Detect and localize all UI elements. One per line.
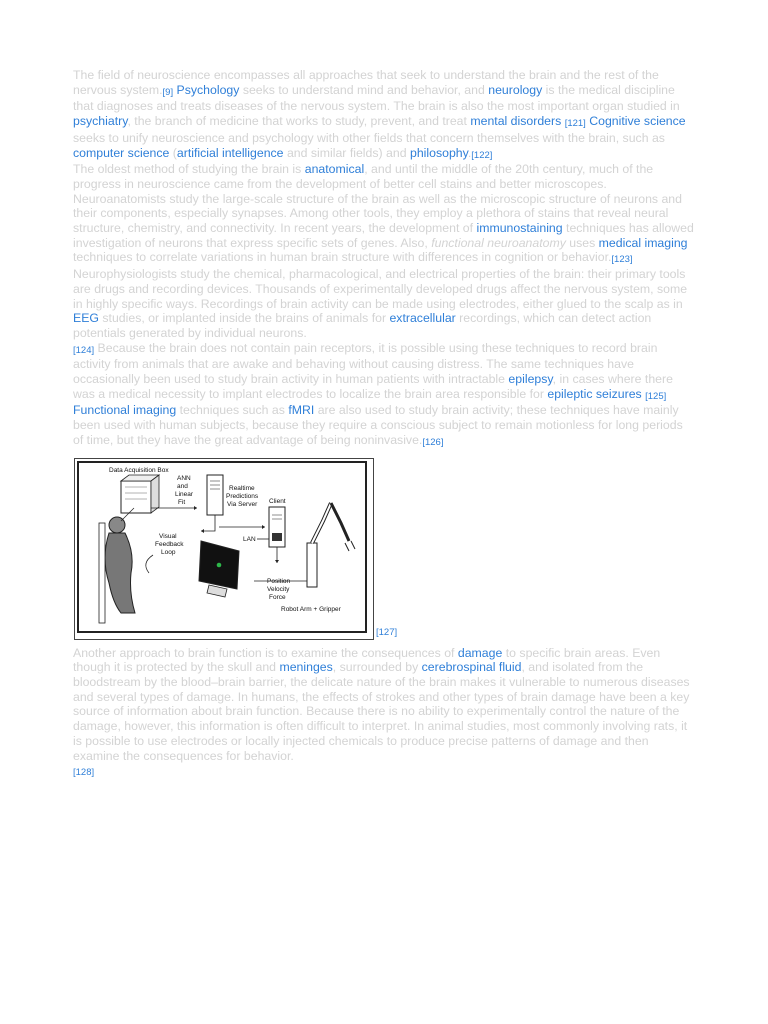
text: techniques such as [176, 403, 289, 418]
monitor [199, 541, 239, 597]
paragraph-damage [73, 646, 695, 780]
text: , and until the middle of the 20th century, much of the progress in neuroscience came from the development of better cell stains and better microscopes. Neuroanatomists study the large-scale structure of the brain as well as the microscopic structure of neurons and their components, especially synapses. Among other tools, they employ a plethora of stains that reveal neural structure, chemistry, and connectivity. In recent years, the development of [73, 162, 682, 236]
link-epileptic-seizures[interactable]: epileptic seizures [547, 386, 642, 401]
label-lan: LAN [243, 535, 256, 543]
text: , in cases where there was a medical necessity to implant electrodes to localize the brain area responsible for [73, 372, 673, 401]
text: The oldest method of studying the brain is [73, 162, 305, 177]
data-acquisition-box [121, 475, 159, 513]
link-meninges[interactable]: meninges [279, 660, 333, 675]
figure [73, 458, 695, 640]
text: are also used to study brain activity; these techniques have mainly been used with human subjects, because they require a conscious subject to remain motionless for long periods of time, but they have the great advantage of being noninvasive. [73, 403, 683, 447]
text: Neurophysiologists study the chemical, pharmacological, and electrical properties of the brain: their primary tools are drugs and recording devices. Thousands of experimentally developed drugs affect the nervous system, some in highly specific ways. Recordings of brain activity can be made using electrodes, either glued to the scalp as in [73, 267, 688, 311]
label-position: Position [267, 577, 291, 585]
text: techniques has allowed investigation of neurons that express specific sets of genes. Also, [73, 221, 694, 250]
text: uses [565, 235, 599, 250]
link-philosophy[interactable]: philosophy [409, 145, 468, 160]
link-mental-disorders[interactable]: mental disorders [470, 114, 562, 129]
link-functional-imaging[interactable]: Functional imaging [73, 403, 177, 418]
citation-122[interactable]: [122] [471, 149, 493, 161]
bci-diagram-svg [79, 463, 365, 631]
label-predictions: Predictions [226, 492, 259, 500]
link-psychiatry[interactable]: psychiatry [73, 114, 128, 129]
link-computer-science[interactable]: computer science [73, 145, 170, 160]
link-immunostaining[interactable]: immunostaining [476, 221, 563, 236]
label-velocity: Velocity [267, 585, 290, 593]
robot-arm [307, 503, 355, 587]
link-artificial-intelligence[interactable]: artificial intelligence [176, 145, 284, 160]
paragraph-anatomy [73, 162, 695, 267]
link-cognitive-science[interactable]: Cognitive science [589, 114, 686, 129]
link-damage[interactable]: damage [457, 645, 503, 660]
text: , surrounded by [332, 660, 422, 675]
subject-figure [99, 508, 135, 623]
server-computer [207, 475, 223, 515]
text: recordings, which can detect action potentials generated by individual neurons. [73, 311, 652, 340]
bci-diagram [77, 461, 367, 633]
paragraph-neurophysiology [73, 267, 695, 449]
text: is the medical discipline that diagnoses and treats diseases of the nervous system. The brain is also the most important organ studied in [73, 82, 680, 114]
link-extracellular[interactable]: extracellular [389, 311, 456, 326]
label-robot-arm: Robot Arm + Gripper [281, 605, 341, 613]
citation-121[interactable]: [121] [564, 118, 586, 130]
text: , and isolated from the bloodstream by the blood–brain barrier, the delicate nature of the brain makes it vulnerable to numerous diseases and several types of damage. In humans, the effects of strokes and other types of brain damage have been a key source of information about brain function. Because there is no ability to experimentally control the nature of the damage, however, this information is often difficult to interpret. In animal studies, most commonly involving rats, it is possible to use electrodes or locally injected chemicals to produce precise patterns of damage and then examine the consequences for behavior. [73, 660, 690, 763]
label-ann-linear: Linear [175, 490, 194, 498]
link-medical-imaging[interactable]: medical imaging [598, 235, 688, 250]
link-psychology[interactable]: Psychology [176, 82, 240, 97]
citation-123[interactable]: [123] [611, 254, 633, 266]
paragraph-fields [73, 68, 695, 162]
figure-frame [74, 458, 374, 640]
text: and similar fields) and [283, 145, 410, 160]
label-via-server: Via Server [227, 500, 258, 508]
label-force: Force [269, 593, 286, 601]
client-computer [269, 507, 285, 547]
text: , the branch of medicine that works to study, prevent, and treat [127, 114, 471, 129]
text: seeks to understand mind and behavior, and [239, 82, 489, 97]
citation-9[interactable]: [9] [162, 86, 174, 98]
citation-128[interactable]: [128] [73, 767, 95, 779]
citation-125[interactable]: [125] [645, 390, 667, 402]
citation-126[interactable]: [126] [422, 436, 444, 448]
text: to specific brain areas. Even though it is protected by the skull and [73, 645, 661, 675]
link-cerebrospinal-fluid[interactable]: cerebrospinal fluid [421, 660, 522, 675]
label-realtime: Realtime [229, 484, 255, 492]
link-fmri[interactable]: fMRI [288, 403, 315, 418]
text: ( [169, 145, 177, 160]
label-ann-and: and [177, 482, 188, 490]
text: seeks to unify neuroscience and psychology with other fields that concern themselves with the brain, such as [73, 130, 665, 145]
italic-text: functional neuroanatomy [431, 235, 566, 250]
label-data-acquisition: Data Acquisition Box [109, 466, 169, 474]
text: techniques to correlate variations in human brain structure with differences in cognition or behavior. [73, 250, 612, 265]
article-body [73, 68, 695, 780]
link-anatomical[interactable]: anatomical [304, 162, 365, 177]
text: Because the brain does not contain pain receptors, it is possible using these techniques to record brain activity from animals that are awake and behaving without causing distress. The same techniques have occasionally been used to study brain activity in human patients with intractable [73, 340, 658, 387]
label-feedback: Feedback [155, 540, 184, 548]
label-ann: ANN [177, 474, 191, 482]
label-client: Client [269, 497, 286, 505]
text: The field of neuroscience encompasses all approaches that seek to understand the brain and the rest of the nervous system. [73, 68, 659, 97]
label-visual: Visual [159, 532, 177, 540]
citation-127[interactable]: [127] [376, 626, 398, 638]
link-eeg[interactable]: EEG [73, 311, 99, 326]
link-neurology[interactable]: neurology [488, 82, 543, 97]
text: . [467, 145, 472, 160]
text: studies, or implanted inside the brains of animals for [98, 311, 390, 326]
citation-124[interactable]: [124] [73, 344, 95, 356]
text: Another approach to brain function is to examine the consequences of [73, 645, 458, 660]
link-epilepsy[interactable]: epilepsy [508, 372, 553, 387]
label-loop: Loop [161, 548, 176, 556]
label-ann-fit: Fit [178, 498, 186, 506]
